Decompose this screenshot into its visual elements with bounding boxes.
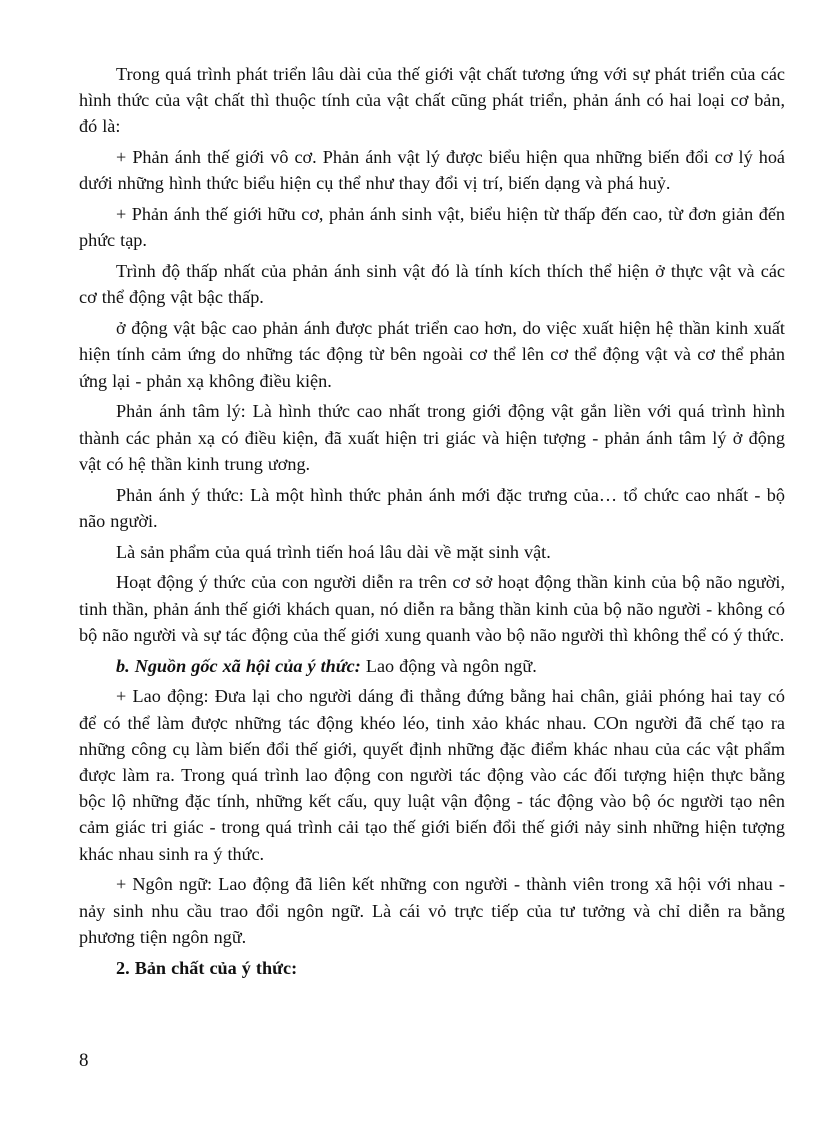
paragraph-higher-animals: ở động vật bậc cao phản ánh được phát triển cao hơn, do việc xuất hiện hệ thần kinh xuất hiện tính cảm ứng do những tác động từ bên ngoài cơ thể lên cơ thể động vật và cơ thể phản ứng lại - phản xạ không điều kiện. <box>79 318 785 391</box>
paragraph-language: + Ngôn ngữ: Lao động đã liên kết những con người - thành viên trong xã hội với nhau - nảy sinh nhu cầu trao đổi ngôn ngữ. Là cái vỏ trực tiếp của tư tưởng và chỉ diễn ra bằng phương tiện ngôn ngữ. <box>79 874 785 947</box>
paragraph-consciousness-activity: Hoạt động ý thức của con người diễn ra trên cơ sở hoạt động thần kinh của bộ não người, tinh thần, phản ánh thế giới khách quan, nó diễn ra bằng thần kinh của bộ não người - không có bộ não người và sự tác động của thế giới xung quanh vào bộ não người thì không thể có ý thức. <box>79 572 785 645</box>
paragraph-evolution-product: Là sản phẩm của quá trình tiến hoá lâu dài về mặt sinh vật. <box>116 541 551 562</box>
paragraph-inorganic-reflection: + Phản ánh thế giới vô cơ. Phản ánh vật lý được biểu hiện qua những biến đổi cơ lý hoá dưới những hình thức biểu hiện cụ thể như thay đổi vị trí, biến dạng và phá huỷ. <box>79 147 785 194</box>
section-b-heading: b. Nguồn gốc xã hội của ý thức: <box>116 655 361 676</box>
paragraph-labor: + Lao động: Đưa lại cho người dáng đi thẳng đứng bằng hai chân, giải phóng hai tay có để có thể làm được những tác động khéo léo, tinh xảo khác nhau. COn người đã chế tạo ra những công cụ làm biến đổi thế giới, quyết định những đặc điểm khác nhau của các vật phẩm được làm ra. Trong quá trình lao động con người tác động vào các đối tượng hiện thực bằng bộc lộ những đặc tính, những kết cấu, quy luật vận động - tác động vào bộ óc người tạo nên cảm giác tri giác - trong quá trình cải tạo thế giới biến đổi thế giới nảy sinh những hiện tượng khác nhau sinh ra ý thức. <box>79 686 785 864</box>
paragraph-lowest-level: Trình độ thấp nhất của phản ánh sinh vật đó là tính kích thích thể hiện ở thực vật và các cơ thể động vật bậc thấp. <box>79 261 785 308</box>
document-page <box>79 61 785 985</box>
section-2-heading: 2. Bản chất của ý thức: <box>116 957 298 978</box>
paragraph-organic-reflection: + Phản ánh thế giới hữu cơ, phản ánh sinh vật, biểu hiện từ thấp đến cao, từ đơn giản đến phức tạp. <box>79 204 785 251</box>
paragraph-reflection-intro: Trong quá trình phát triển lâu dài của thế giới vật chất tương ứng với sự phát triển của các hình thức của vật chất thì thuộc tính của vật chất cũng phát triển, phản ánh có hai loại cơ bản, đó là: <box>79 64 785 137</box>
paragraph-psychological-reflection: Phản ánh tâm lý: Là hình thức cao nhất trong giới động vật gắn liền với quá trình hình thành các phản xạ có điều kiện, đã xuất hiện tri giác và hiện tượng - phản ánh tâm lý ở động vật có hệ thần kinh trung ương. <box>79 401 785 474</box>
page-number: 8 <box>79 1050 89 1071</box>
paragraph-consciousness-reflection: Phản ánh ý thức: Là một hình thức phản ánh mới đặc trưng của… tổ chức cao nhất - bộ não người. <box>79 484 785 531</box>
section-b-text: Lao động và ngôn ngữ. <box>360 655 537 676</box>
section-b-paragraph <box>79 653 785 679</box>
